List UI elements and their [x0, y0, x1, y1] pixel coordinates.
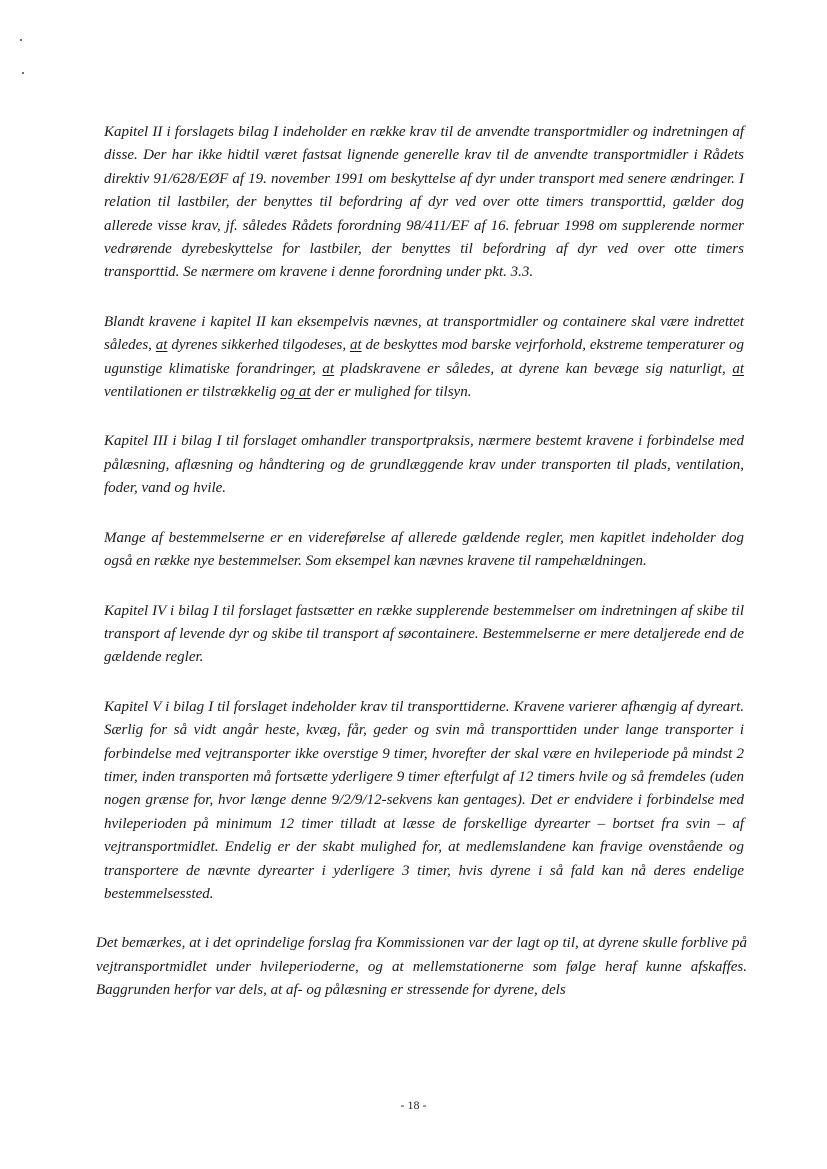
- paragraph-kapitel-iv: [104, 600, 744, 670]
- paragraph-text: Kapitel II i forslagets bilag I indeholder en række krav til de anvendte transportmidler og indretningen af disse. Der har ikke hidtil været fastsat lignende generelle krav til de anvendte transportmidler i Rådets direktiv 91/628/EØF af 19. november 1991 om beskyttelse af dyr under transport med senere ændringer. I relation til lastbiler, der benyttes til befordring af dyr ved over otte timers transporttid, gælder dog allerede visse krav, jf. således Rådets forordning 98/411/EF af 16. februar 1998 om supplerende normer vedrørende dyrebeskyttelse for lastbiler, der benyttes til befordring af dyr ved over otte timers transporttid. Se nærmere om kravene i denne forordning under pkt. 3.3.: [104, 124, 744, 281]
- paragraph-kapitel-ii-krav: [104, 311, 744, 405]
- paragraph-bestemmelser: [104, 527, 744, 574]
- underlined-word: og at: [280, 384, 311, 401]
- paragraph-text: Kapitel IV i bilag I til forslaget fastsætter en række supplerende bestemmelser om indretningen af skibe til transport af levende dyr og skibe til transport af søcontainere. Bestemmelserne er mere detaljerede end de gældende regler.: [104, 602, 744, 666]
- paragraph-text: Kapitel V i bilag I til forslaget indeholder krav til transporttiderne. Kravene varierer afhængig af dyreart. Særlig for så vidt angår heste, kvæg, får, geder og svin må transporttiden under lange transporter i forbindelse med vejtransporter ikke overstige 9 timer, hvorefter der skal være en hvileperiode på mindst 2 timer, inden transporten må fortsætte yderligere 9 timer efterfulgt af 12 timers hvile og så fremdeles (uden nogen grænse for, hvor længe denne 9/2/9/12-sekvens kan gentages). Det er endvidere i forbindelse med hvileperioden på minimum 12 timer tilladt at læsse de forskellige dyrearter – bortset fra svin – af vejtransportmidlet. Endelig er der skabt mulighed for, at medlemslandene kan fravige ovenstående og transportere de nævnte dyrearter i yderligere 3 timer, hvis dyrene i så fald kan nå deres endelige bestemmelsessted.: [104, 698, 744, 902]
- underlined-word: at: [322, 360, 335, 377]
- paragraph-kapitel-v: [104, 696, 744, 907]
- paragraph-text: Kapitel III i bilag I til forslaget omhandler transportpraksis, nærmere bestemt kravene i forbindelse med pålæsning, aflæsning og håndtering og de grundlæggende krav under transporten til plads, ventilation, foder, vand og hvile.: [104, 433, 744, 497]
- paragraph-text: ventilationen er tilstrækkelig: [104, 384, 281, 401]
- paragraph-text: Det bemærkes, at i det oprindelige forslag fra Kommissionen var der lagt op til, at dyrene skulle forblive på vejtransportmidlet under hvileperioderne, og at mellemstationerne som følge heraf kunne afskaffes. Baggrunden herfor var dels, at af- og pålæsning er stressende for dyrene, dels: [96, 935, 747, 999]
- scan-speck: [20, 39, 22, 41]
- paragraph-text: pladskravene er således, at dyrene kan bevæge sig naturligt,: [334, 360, 733, 377]
- paragraph-text: Blandt kravene i kapitel II kan eksempelvis nævnes, at transportmidler og containere skal være indrettet således,: [104, 313, 744, 354]
- scan-speck: [22, 72, 24, 74]
- paragraph-text: Mange af bestemmelserne er en videreførelse af allerede gældende regler, men kapitlet indeholder dog også en række nye bestemmelser. Som eksempel kan nævnes kravene til rampehældningen.: [104, 529, 744, 570]
- underlined-word: at: [732, 360, 744, 377]
- paragraph-bemaerkning: [96, 932, 747, 1002]
- paragraph-kapitel-iii: [104, 430, 744, 500]
- paragraph-text: de beskyttes mod barske vejrforhold, ekstreme temperaturer og ugunstige klimatiske forandringer,: [104, 337, 744, 377]
- document-body: [96, 121, 747, 1029]
- page-number: - 18 -: [400, 1098, 427, 1112]
- paragraph-text: der er mulighed for tilsyn.: [310, 384, 472, 401]
- underlined-word: at: [155, 337, 168, 354]
- underlined-word: at: [349, 337, 362, 354]
- paragraph-kapitel-ii: [104, 121, 744, 285]
- paragraph-text: dyrenes sikkerhed tilgodeses,: [167, 337, 350, 354]
